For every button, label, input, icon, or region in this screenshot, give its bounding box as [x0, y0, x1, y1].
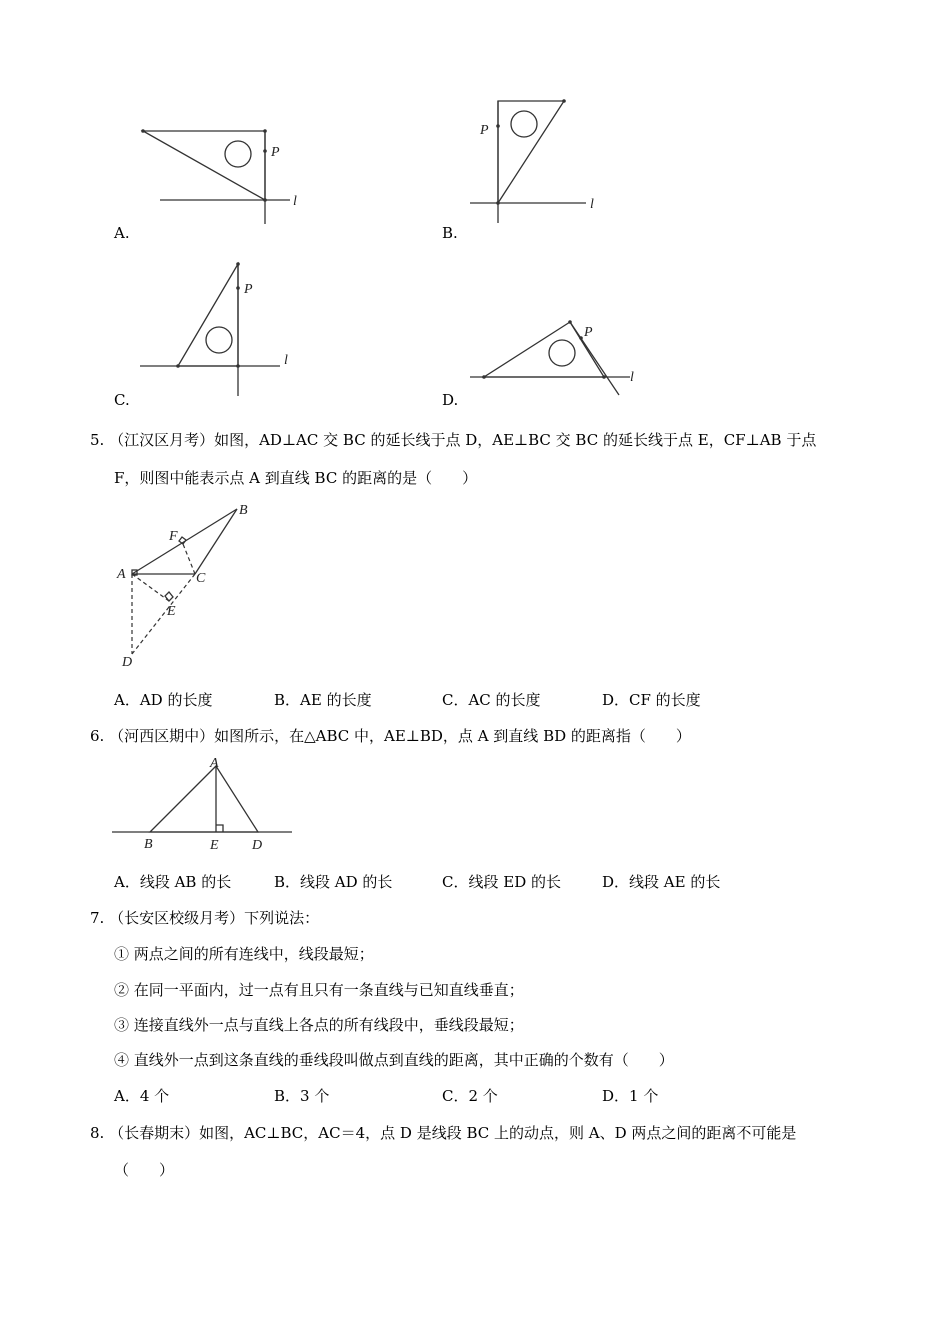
point-label: P	[271, 145, 280, 160]
label-f: F	[169, 529, 178, 544]
q5-option-c[interactable]: C．AC 的长度	[442, 691, 541, 709]
q7-option-b[interactable]: B．3 个	[274, 1087, 330, 1105]
q8-stem-line1: 8. （长春期末）如图，AC⊥BC，AC＝4，点 D 是线段 BC 上的动点，则 A、D 两点之间的距离不可能是	[90, 1124, 797, 1142]
option-c-label: C.	[114, 391, 130, 409]
label-e: E	[167, 604, 176, 619]
label-b: B	[239, 503, 248, 518]
q7-option-c[interactable]: C．2 个	[442, 1087, 498, 1105]
q7-statement-1: ① 两点之间的所有连线中，线段最短；	[114, 945, 374, 963]
option-d-label: D.	[442, 391, 459, 409]
q7-statement-4: ④ 直线外一点到这条直线的垂线段叫做点到直线的距离，其中正确的个数有（ ）	[114, 1051, 674, 1069]
option-a-label: A.	[114, 224, 130, 242]
q6-option-b[interactable]: B．线段 AD 的长	[274, 873, 393, 891]
label-a: A	[210, 756, 219, 771]
q6-figure	[110, 754, 300, 854]
option-b-label: B.	[442, 224, 458, 242]
q8-stem-line2: （ ）	[114, 1161, 175, 1179]
label-e: E	[210, 838, 219, 853]
figure-option-c	[140, 258, 300, 398]
label-d: D	[252, 838, 263, 853]
q6-option-c[interactable]: C．线段 ED 的长	[442, 873, 561, 891]
figure-option-a	[130, 120, 330, 230]
q5-figure	[112, 498, 262, 670]
line-label: l	[284, 353, 288, 368]
q6-option-d[interactable]: D．线段 AE 的长	[602, 873, 721, 891]
figure-option-d	[460, 315, 660, 400]
q7-option-a[interactable]: A．4 个	[114, 1087, 170, 1105]
q7-statement-3: ③ 连接直线外一点与直线上各点的所有线段中，垂线段最短；	[114, 1016, 524, 1034]
q5-option-b[interactable]: B．AE 的长度	[274, 691, 372, 709]
point-label: P	[244, 282, 253, 297]
q5-option-d[interactable]: D．CF 的长度	[602, 691, 701, 709]
q5-stem-line1: 5. （江汉区月考）如图，AD⊥AC 交 BC 的延长线于点 D，AE⊥BC 交 BC 的延长线于点 E，CF⊥AB 于点	[90, 431, 817, 449]
line-label: l	[293, 194, 297, 209]
label-a: A	[117, 567, 126, 582]
q6-option-a[interactable]: A．线段 AB 的长	[114, 873, 232, 891]
q5-stem-line2: F，则图中能表示点 A 到直线 BC 的距离的是（ ）	[114, 469, 478, 487]
label-c: C	[196, 571, 206, 586]
q7-statement-2: ② 在同一平面内，过一点有且只有一条直线与已知直线垂直；	[114, 981, 524, 999]
line-label: l	[630, 370, 634, 385]
point-label: P	[480, 123, 489, 138]
q7-stem-line1: 7. （长安区校级月考）下列说法：	[90, 909, 320, 927]
line-label: l	[590, 197, 594, 212]
label-d: D	[122, 655, 133, 670]
label-b: B	[144, 837, 153, 852]
q7-option-d[interactable]: D．1 个	[602, 1087, 659, 1105]
q6-stem-line1: 6. （河西区期中）如图所示，在△ABC 中，AE⊥BD，点 A 到直线 BD 的距离指（ ）	[90, 727, 691, 745]
q5-option-a[interactable]: A．AD 的长度	[114, 691, 213, 709]
figure-option-b	[470, 95, 620, 225]
point-label: P	[584, 325, 593, 340]
